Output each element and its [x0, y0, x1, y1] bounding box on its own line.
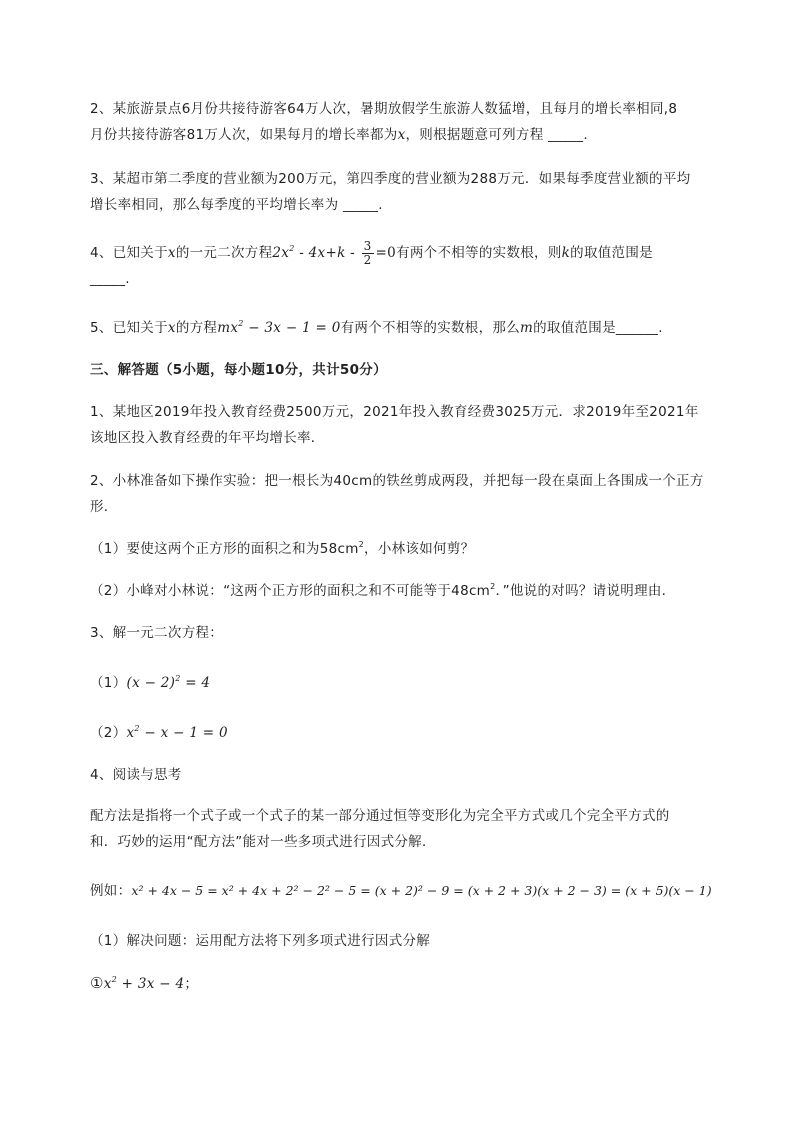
- solve-q4-title: 4、阅读与思考: [90, 767, 182, 783]
- fraction-numerator: 3: [363, 238, 372, 253]
- solve-q2-line1: 2、小林准备如下操作实验：把一根长为40cm的铁丝剪成两段，并把每一段在桌面上各围成一个正方: [90, 473, 704, 489]
- fill-q4-text-c: 有两个不相等的实数根，则: [396, 245, 562, 261]
- solve-q4-item1: [90, 970, 724, 997]
- solve-q2-sub1-text-b: ，小林该如何剪？: [364, 541, 475, 557]
- fill-q4: [90, 238, 724, 290]
- superscript: 2: [358, 540, 365, 549]
- circled-one-label: ①: [90, 974, 104, 992]
- fill-q4-text-d: 的取值范围是: [570, 245, 653, 261]
- item1-semicolon: ；: [184, 976, 199, 992]
- example-label: 例如：: [90, 883, 132, 899]
- solve-q2: [90, 468, 724, 520]
- section-title: 三、解答题（5小题，每小题10分，共计50分）: [90, 362, 387, 378]
- solve-q3-sub2-eq-a: x: [126, 725, 135, 741]
- fill-q4-text-b: 的一元二次方程: [175, 245, 273, 261]
- fill-q2-line1: 2、某旅游景点6月份共接待游客64万人次，暑期放假学生旅游人数猛增，且每月的增长率相同,8: [90, 101, 678, 117]
- fill-q5-text-d: 的取值范围是______.: [533, 320, 663, 336]
- fill-q2-text-a: 月份共接待游客81万人次，如果每月的增长率都为: [90, 127, 398, 143]
- example-equation: x² + 4x − 5 = x² + 4x + 2² − 2² − 5 = (x + 2)² − 9 = (x + 2 + 3)(x + 2 − 3) = (x + 5)(x − 1): [131, 883, 712, 898]
- fraction-denominator: 2: [363, 252, 372, 267]
- fill-q4-variable: x: [167, 245, 176, 261]
- fill-q2-text-b: ，则根据题意可列方程 _____.: [405, 127, 588, 143]
- fill-q2: [90, 96, 724, 148]
- superscript: 2: [111, 975, 118, 984]
- superscript: 2: [490, 582, 496, 591]
- fill-q5-text-c: 有两个不相等的实数根，那么: [340, 320, 520, 336]
- item1-expr-a: x: [103, 976, 112, 992]
- item1-expression: [104, 976, 185, 992]
- solve-q2-sub2-text-b: ．”他说的对吗？请说明理由．: [495, 583, 676, 599]
- fill-q4-eq-b: - 4x+k -: [294, 245, 360, 261]
- solve-q1: [90, 399, 724, 451]
- solve-q3-sub1-eq-a: (x − 2): [126, 675, 176, 691]
- solve-q4-intro: [90, 803, 724, 855]
- solve-q3-sub1-label: （1）: [90, 675, 127, 691]
- fill-q4-text-a: 4、已知关于: [90, 245, 168, 261]
- fill-q4-line1: [90, 238, 724, 268]
- solve-q3-title: 3、解一元二次方程：: [90, 625, 224, 641]
- solve-q4-sub1: （1）解决问题：运用配方法将下列多项式进行因式分解: [90, 933, 431, 949]
- superscript: 2: [238, 319, 244, 328]
- fill-q4-eq-a: 2x: [272, 245, 290, 261]
- solve-q3-sub1: [90, 670, 724, 696]
- solve-q2-line2: 形．: [90, 499, 118, 515]
- fill-q5-text-a: 5、已知关于: [90, 320, 168, 336]
- fill-q5-eq-a: mx: [217, 320, 239, 336]
- solve-q3-sub1-eq-b: = 4: [180, 675, 211, 691]
- fill-q3-line2: 增长率相同，那么每季度的平均增长率为 _____.: [90, 197, 383, 213]
- solve-q3-sub2: [90, 720, 724, 746]
- item1-expr-b: + 3x − 4: [117, 976, 185, 992]
- superscript: 2: [175, 674, 181, 683]
- solve-q3-sub2-label: （2）: [90, 725, 127, 741]
- fill-q2-line2: [90, 122, 724, 148]
- solve-q3-sub1-equation: [127, 675, 211, 691]
- solve-q4-para1: 配方法是指将一个式子或一个式子的某一部分通过恒等变形化为完全平方式或几个完全平方式的: [90, 808, 670, 824]
- superscript: 2: [134, 724, 140, 733]
- solve-q4-example: [90, 878, 774, 904]
- solve-q3-sub2-eq-b: − x − 1 = 0: [139, 725, 228, 741]
- superscript: 2: [289, 244, 295, 253]
- fill-q3: [90, 166, 724, 218]
- solve-q2-sub2: [90, 578, 724, 604]
- solve-q4-para2: 和．巧妙的运用“配方法”能对一些多项式进行因式分解．: [90, 834, 436, 850]
- solve-q3-sub2-equation: [127, 725, 228, 741]
- fill-q5: [90, 315, 724, 341]
- fill-q4-fraction: [362, 240, 374, 267]
- solve-q2-sub1-text-a: （1）要使这两个正方形的面积之和为58cm: [90, 541, 359, 557]
- fill-q5-equation: [217, 320, 340, 336]
- fill-q5-m: m: [520, 320, 534, 336]
- fill-q4-k: k: [561, 245, 571, 261]
- solve-q2-sub1: [90, 536, 724, 562]
- solve-q1-line1: 1、某地区2019年投入教育经费2500万元，2021年投入教育经费3025万元．求2019年至2021年: [90, 404, 699, 420]
- fill-q5-variable: x: [167, 320, 176, 336]
- fill-q4-equation: [272, 245, 359, 261]
- fill-q4-eq-c: =0: [375, 245, 397, 261]
- solve-q1-line2: 该地区投入教育经费的年平均增长率．: [90, 430, 325, 446]
- fill-q3-line1: 3、某超市第二季度的营业额为200万元，第四季度的营业额为288万元．如果每季度营业额的平均: [90, 171, 691, 187]
- fill-q5-eq-b: − 3x − 1 = 0: [243, 320, 341, 336]
- solve-q2-sub2-text-a: （2）小峰对小林说：“这两个正方形的面积之和不可能等于48cm: [90, 583, 491, 599]
- fill-q2-variable: x: [397, 127, 406, 143]
- fill-q4-line2: _____.: [90, 271, 130, 287]
- fill-q5-text-b: 的方程: [175, 320, 218, 336]
